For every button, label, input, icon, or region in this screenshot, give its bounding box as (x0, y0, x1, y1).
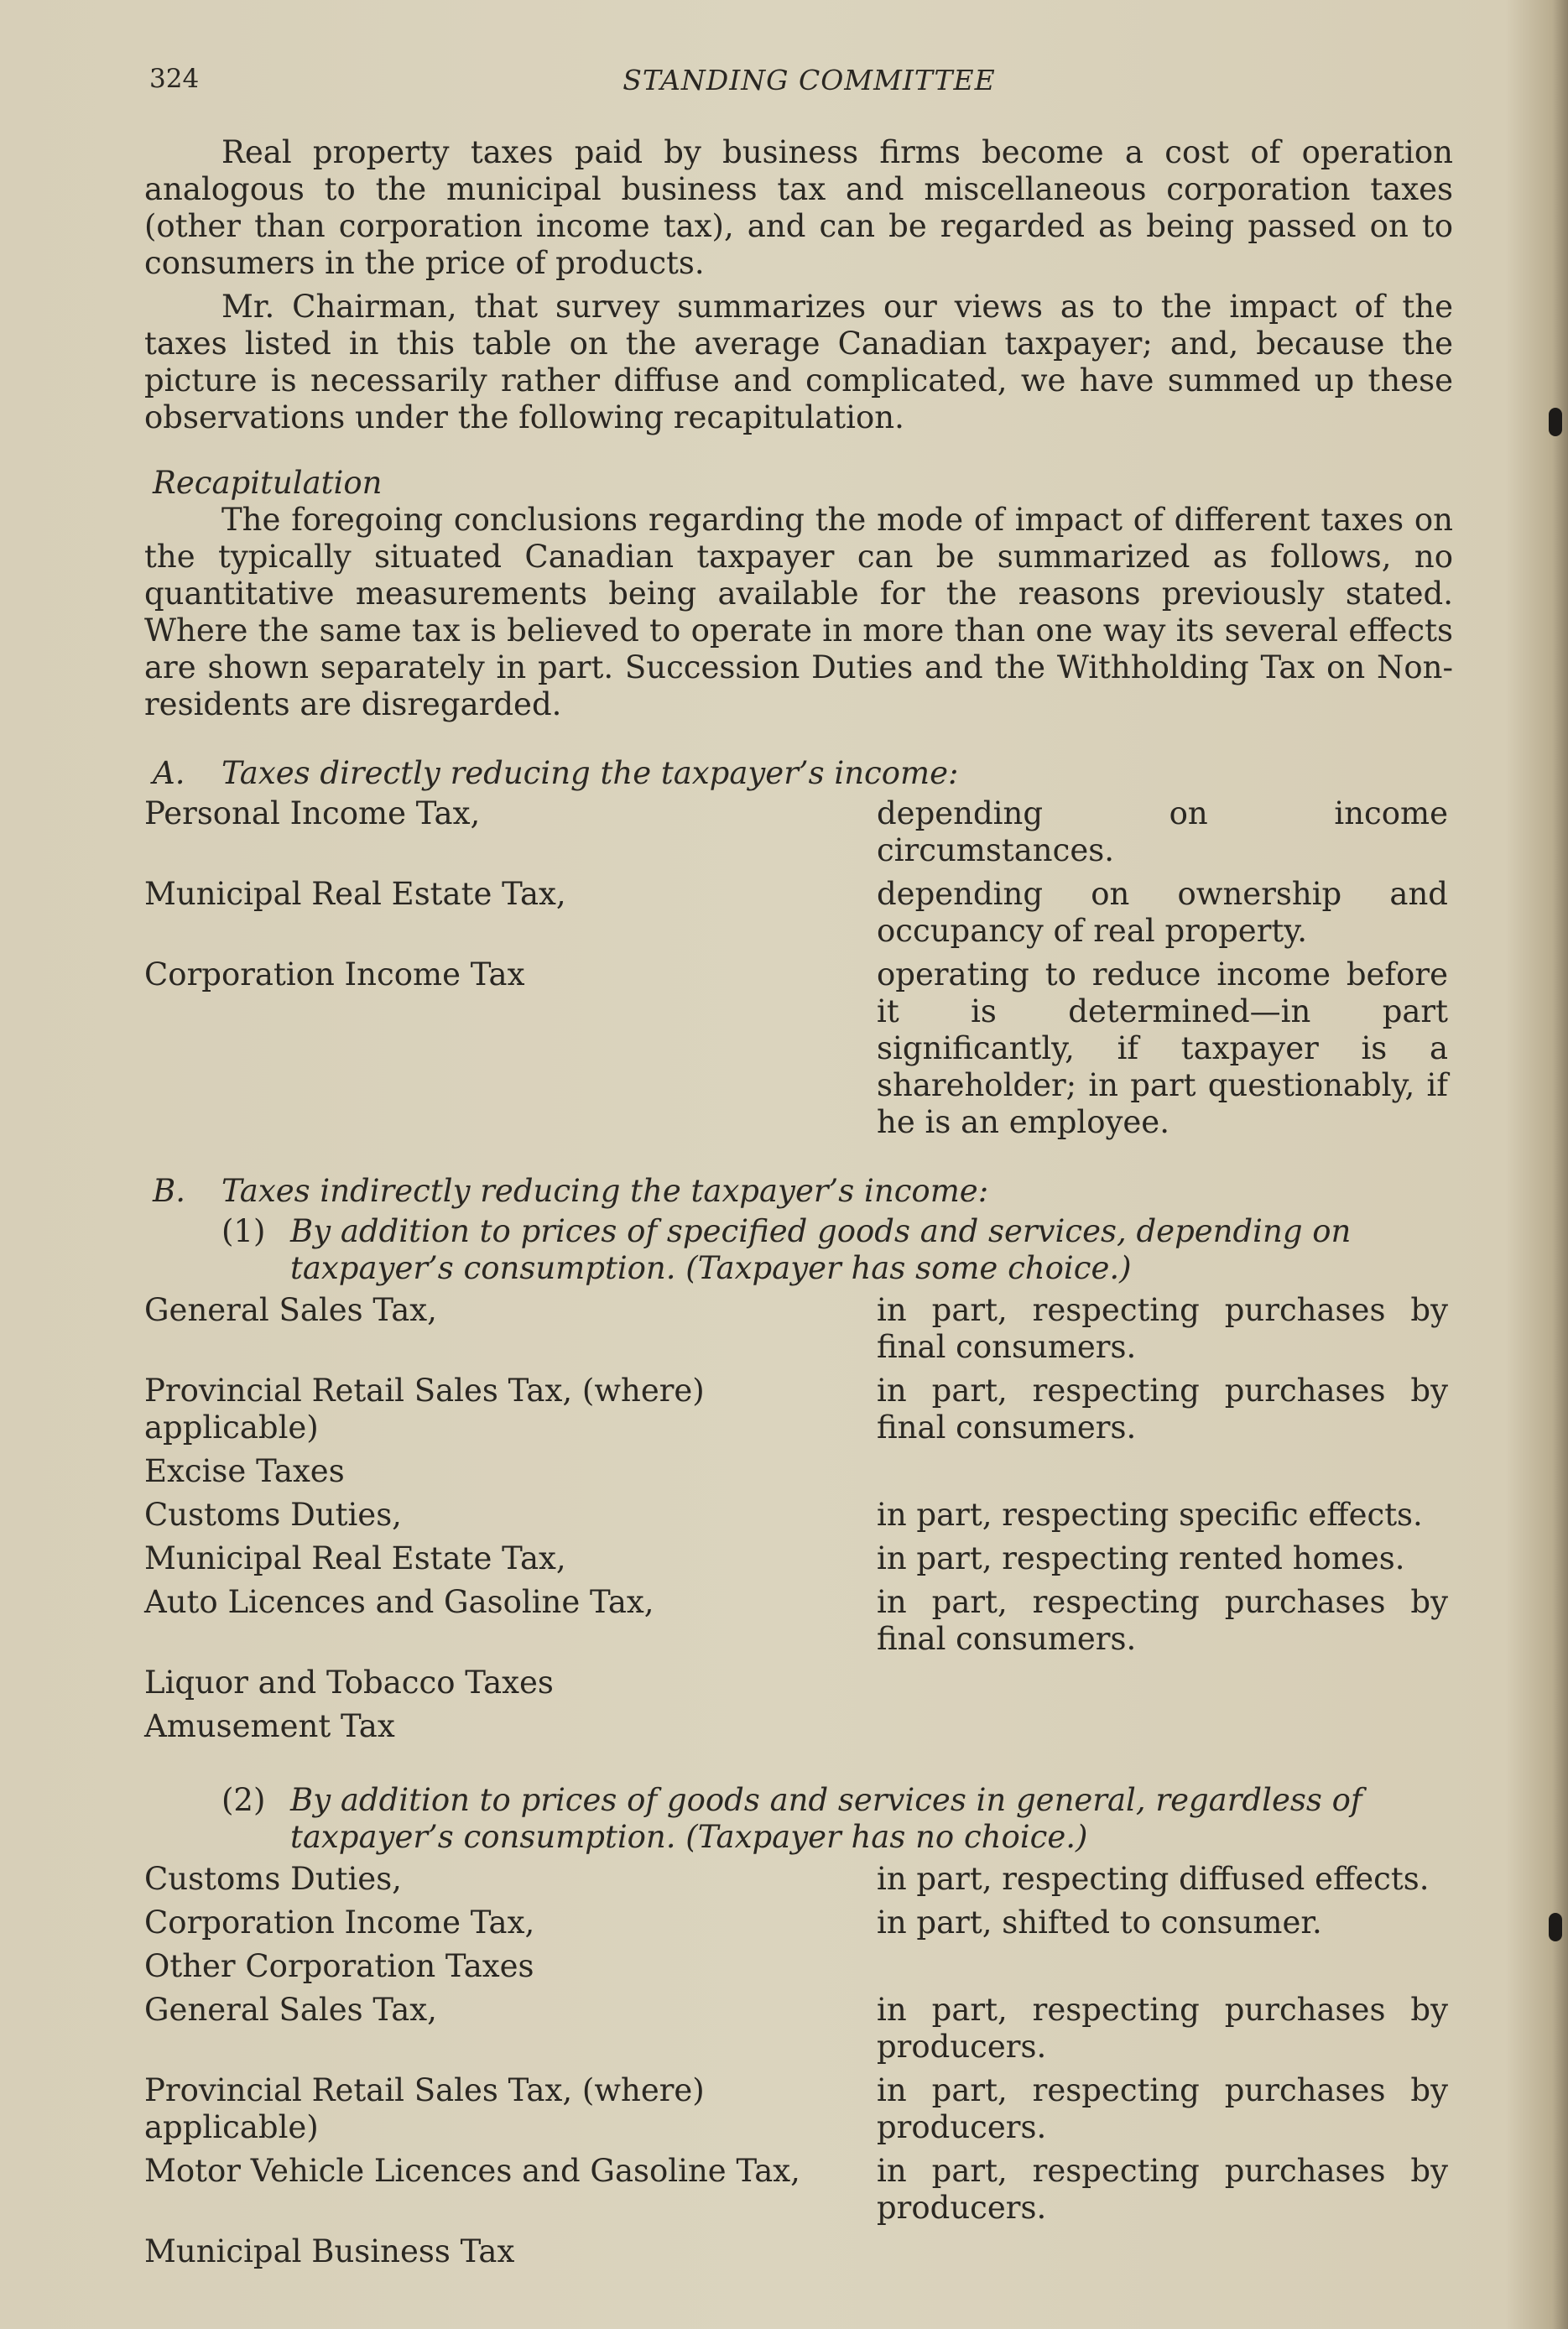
tax-row (144, 1708, 1453, 1745)
section-b2-heading (221, 1782, 1453, 1856)
tax-effect: in part, respecting purchases by final consumers. (877, 1373, 1448, 1446)
recapitulation-heading: Recapitulation (153, 465, 383, 501)
tax-name-text: Provincial Retail Sales Tax, (where) applicable) (144, 1373, 705, 1446)
tax-row (144, 795, 1453, 869)
paragraph-chairman: Mr. Chairman, that survey summarizes our views as to the impact of the taxes listed in this table on the average Canadian taxpayer; and, because the picture is necessarily rather diffuse and complicated, we have summed up these observations under the following recapitulation. (144, 289, 1453, 435)
tax-name-text: Motor Vehicle Licences and Gasoline Tax, (144, 2153, 800, 2189)
section-a-heading (153, 755, 1453, 792)
tax-effect: in part, shifted to consumer. (877, 1904, 1322, 1941)
tax-row (144, 1584, 1453, 1658)
tax-effect: operating to reduce income before it is determined—in part significantly, if taxpayer is a shareholder; in part questionably, if he is an employee. (877, 956, 1448, 1140)
recapitulation-paragraph: The foregoing conclusions regarding the mode of impact of different taxes on the typically situated Canadian taxpayer can be summarized as follows, no quantitative measurements being available for the reasons previously stated. Where the same tax is believed to operate in more than one way its several effects are shown separately in part. Succession Duties and the Withholding Tax on Non-residents are disregarded. (144, 502, 1453, 722)
tax-name (144, 956, 877, 1141)
section-b1-title: By addition to prices of specified goods and services, depending on taxpayer’s consumption. (Taxpayer has some choice.) (290, 1213, 1352, 1286)
tax-name-text: Corporation Income Tax, (144, 1904, 535, 1941)
tax-row (144, 1292, 1453, 1366)
tax-name-text: General Sales Tax, (144, 1292, 437, 1328)
tax-row (144, 2153, 1453, 2227)
tax-name (144, 1992, 877, 2066)
tax-name (144, 2072, 877, 2146)
section-a-title: Taxes directly reducing the taxpayer’s income: (221, 755, 959, 791)
tax-row (144, 956, 1453, 1141)
tax-name-text: Liquor and Tobacco Taxes (144, 1665, 554, 1701)
tax-name-text: Provincial Retail Sales Tax, (where) applicable) (144, 2072, 705, 2145)
section-b-letter: B. (153, 1173, 185, 1209)
tax-row (144, 1992, 1453, 2066)
section-b-heading (153, 1173, 1453, 1210)
tax-name (144, 795, 877, 869)
section-b2-list (144, 1861, 1453, 2270)
tax-name (144, 2233, 877, 2270)
tax-name (144, 876, 877, 950)
tax-name-text: Customs Duties, (144, 1861, 402, 1897)
tax-name-text: Corporation Income Tax (144, 956, 525, 993)
tax-row (144, 2072, 1453, 2146)
tax-effect: depending on income circumstances. (877, 795, 1448, 868)
section-b1-heading (221, 1213, 1453, 1287)
tax-name (144, 1708, 877, 1745)
page-header (0, 64, 1568, 106)
tax-effect: in part, respecting purchases by producers. (877, 2153, 1448, 2226)
section-a-letter: A. (153, 755, 185, 791)
section-b1-number: (1) (221, 1213, 266, 1249)
section-b2-title: By addition to prices of goods and services in general, regardless of taxpayer’s consumption. (Taxpayer has no choice.) (290, 1782, 1362, 1855)
section-b1-list (144, 1292, 1453, 1745)
tax-name (144, 1584, 877, 1658)
tax-name (144, 1665, 877, 1701)
tax-effect: depending on ownership and occupancy of real property. (877, 876, 1448, 949)
tax-effect (877, 1708, 1453, 1745)
paragraph-real-property: Real property taxes paid by business firms become a cost of operation analogous to the municipal business tax and miscellaneous corporation taxes (other than corporation income tax), and can be regarded as being passed on to consumers in the price of products. (144, 134, 1453, 281)
tax-name-text: Municipal Real Estate Tax, (144, 876, 566, 912)
tax-row (144, 1373, 1453, 1446)
tax-name (144, 1497, 877, 1534)
tax-name-text: Auto Licences and Gasoline Tax, (144, 1584, 654, 1620)
tax-effect (877, 1948, 1453, 1985)
section-b-title: Taxes indirectly reducing the taxpayer’s income: (221, 1173, 989, 1209)
tax-effect (877, 1453, 1453, 1490)
section-a-list (144, 795, 1453, 1141)
tax-name-text: Customs Duties, (144, 1497, 402, 1533)
tax-effect: in part, respecting rented homes. (877, 1540, 1405, 1576)
tax-name-text: General Sales Tax, (144, 1992, 437, 2028)
tax-name (144, 1904, 877, 1941)
tax-row (144, 1540, 1453, 1577)
tax-name-text: Excise Taxes (144, 1453, 345, 1489)
tax-row (144, 1861, 1453, 1898)
tax-effect: in part, respecting purchases by producers. (877, 2072, 1448, 2145)
spacer (144, 1752, 1453, 1782)
tax-row (144, 1497, 1453, 1534)
tax-name-text: Municipal Business Tax (144, 2233, 515, 2269)
tax-row (144, 1665, 1453, 1701)
tax-effect (877, 1665, 1453, 1701)
tax-name-text: Other Corporation Taxes (144, 1948, 534, 1984)
tax-effect: in part, respecting purchases by final consumers. (877, 1584, 1448, 1657)
tax-effect: in part, respecting purchases by final consumers. (877, 1292, 1448, 1365)
tax-name-text: Municipal Real Estate Tax, (144, 1540, 566, 1576)
page-number: 324 (149, 64, 200, 94)
tax-name (144, 1861, 877, 1898)
tax-name (144, 1292, 877, 1366)
section-b2-number: (2) (221, 1782, 266, 1818)
tax-name (144, 1540, 877, 1577)
tax-row (144, 2233, 1453, 2270)
running-head: STANDING COMMITTEE (623, 64, 996, 96)
tax-name (144, 1948, 877, 1985)
tax-name (144, 1453, 877, 1490)
tax-effect: in part, respecting purchases by producers. (877, 1992, 1448, 2065)
page-body (144, 134, 1453, 2277)
tax-effect: in part, respecting diffused effects. (877, 1861, 1430, 1897)
binding-hole-mark (1549, 1913, 1562, 1941)
tax-name-text: Amusement Tax (144, 1708, 395, 1744)
binding-hole-mark (1549, 408, 1562, 436)
tax-row (144, 1453, 1453, 1490)
tax-effect: in part, respecting specific effects. (877, 1497, 1423, 1533)
tax-row (144, 876, 1453, 950)
tax-name (144, 1373, 877, 1446)
tax-name-text: Personal Income Tax, (144, 795, 481, 831)
tax-row (144, 1948, 1453, 1985)
tax-name (144, 2153, 877, 2227)
tax-effect (877, 2233, 1453, 2270)
tax-row (144, 1904, 1453, 1941)
